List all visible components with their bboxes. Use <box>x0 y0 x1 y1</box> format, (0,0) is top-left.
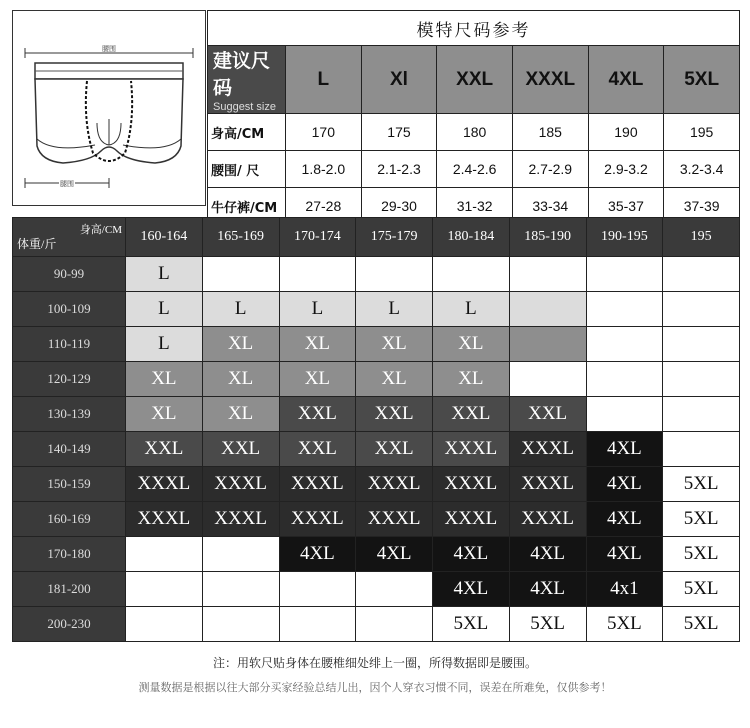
size-cell <box>202 257 279 292</box>
height-header: 165-169 <box>202 218 279 257</box>
table-cell: 185 <box>512 114 588 151</box>
height-axis-label: 身高/CM <box>79 224 122 236</box>
size-cell: 4XL <box>433 572 510 607</box>
underwear-diagram <box>12 10 206 206</box>
size-cell: XXXL <box>279 502 356 537</box>
size-cell: 4XL <box>586 432 663 467</box>
size-cell: XXXL <box>356 502 433 537</box>
size-cell <box>586 257 663 292</box>
size-cell <box>202 537 279 572</box>
size-cell: XXL <box>433 397 510 432</box>
size-cell: L <box>356 292 433 327</box>
height-header: 170-174 <box>279 218 356 257</box>
height-header: 185-190 <box>509 218 586 257</box>
size-cell <box>356 572 433 607</box>
size-cell: XL <box>202 327 279 362</box>
table-cell: 33-34 <box>512 188 588 225</box>
table-cell: 3.2-3.4 <box>664 151 740 188</box>
size-cell <box>279 257 356 292</box>
size-cell: XL <box>356 362 433 397</box>
size-cell <box>279 607 356 642</box>
size-cell <box>126 537 203 572</box>
size-cell: 4XL <box>586 467 663 502</box>
weight-label: 130-139 <box>13 397 126 432</box>
size-cell: XXXL <box>126 502 203 537</box>
size-cell: XXL <box>356 397 433 432</box>
size-cell <box>356 257 433 292</box>
size-cell: L <box>279 292 356 327</box>
grid-row <box>13 362 740 397</box>
size-cell <box>433 257 510 292</box>
size-header: XXXL <box>512 46 588 114</box>
size-cell: 4XL <box>586 502 663 537</box>
size-cell: XL <box>279 362 356 397</box>
grid-row <box>13 397 740 432</box>
size-cell <box>356 607 433 642</box>
waist-row-label: 腰围/ 尺 <box>208 151 286 188</box>
size-cell <box>279 572 356 607</box>
size-cell: XL <box>356 327 433 362</box>
size-cell: 5XL <box>509 607 586 642</box>
size-cell <box>509 327 586 362</box>
size-cell: XXXL <box>433 467 510 502</box>
size-cell: XXL <box>279 397 356 432</box>
grid-body <box>13 257 740 642</box>
size-cell: 5XL <box>663 467 740 502</box>
size-cell: 4XL <box>509 572 586 607</box>
size-cell <box>509 362 586 397</box>
size-cell <box>586 327 663 362</box>
grid-corner <box>13 218 126 257</box>
table-cell: 190 <box>588 114 664 151</box>
size-cell <box>663 432 740 467</box>
grid-row <box>13 467 740 502</box>
size-cell: 4x1 <box>586 572 663 607</box>
height-row-label: 身高/CM <box>208 114 286 151</box>
size-cell: XXXL <box>509 467 586 502</box>
disclaimer-note: 测量数据是根据以往大部分买家经验总结儿出，因个人穿衣习惯不同，误差在所难免，仅供参考！ <box>138 681 612 694</box>
size-header: XXL <box>437 46 513 114</box>
size-cell: XXXL <box>126 467 203 502</box>
size-cell: 4XL <box>279 537 356 572</box>
size-cell: 4XL <box>356 537 433 572</box>
size-cell: 4XL <box>433 537 510 572</box>
size-cell: XL <box>126 397 203 432</box>
size-cell: XXL <box>356 432 433 467</box>
size-cell: 5XL <box>663 537 740 572</box>
weight-label: 200-230 <box>13 607 126 642</box>
height-header: 195 <box>663 218 740 257</box>
table-cell: 2.1-2.3 <box>361 151 437 188</box>
size-cell: XL <box>433 362 510 397</box>
size-cell <box>663 362 740 397</box>
height-header: 180-184 <box>433 218 510 257</box>
table-cell: 29-30 <box>361 188 437 225</box>
size-cell: L <box>126 257 203 292</box>
size-cell <box>202 572 279 607</box>
size-cell: XXXL <box>433 502 510 537</box>
size-cell <box>202 607 279 642</box>
table-cell: 35-37 <box>588 188 664 225</box>
waist-label: 腰围 <box>102 45 116 53</box>
height-weight-size-grid <box>12 217 740 642</box>
size-cell: XXL <box>509 397 586 432</box>
size-cell: L <box>126 292 203 327</box>
size-cell <box>586 292 663 327</box>
size-cell: 5XL <box>663 502 740 537</box>
weight-label: 170-180 <box>13 537 126 572</box>
size-cell <box>663 257 740 292</box>
grid-row <box>13 292 740 327</box>
table-cell: 37-39 <box>664 188 740 225</box>
weight-label: 181-200 <box>13 572 126 607</box>
table-title: 模特尺码参考 <box>208 11 740 46</box>
weight-label: 120-129 <box>13 362 126 397</box>
size-header: 4XL <box>588 46 664 114</box>
size-cell: XXXL <box>356 467 433 502</box>
size-cell: XL <box>279 327 356 362</box>
weight-label: 150-159 <box>13 467 126 502</box>
size-cell <box>509 292 586 327</box>
size-cell: XXXL <box>202 502 279 537</box>
weight-label: 140-149 <box>13 432 126 467</box>
size-cell: XL <box>433 327 510 362</box>
size-cell <box>126 572 203 607</box>
grid-row <box>13 432 740 467</box>
suggest-size-header <box>208 46 286 114</box>
table-cell: 175 <box>361 114 437 151</box>
size-cell: L <box>202 292 279 327</box>
grid-row <box>13 327 740 362</box>
weight-label: 100-109 <box>13 292 126 327</box>
size-cell: XXL <box>126 432 203 467</box>
table-cell: 2.9-3.2 <box>588 151 664 188</box>
size-cell: L <box>433 292 510 327</box>
size-cell: XL <box>202 397 279 432</box>
grid-row <box>13 257 740 292</box>
size-cell: 5XL <box>586 607 663 642</box>
height-header: 190-195 <box>586 218 663 257</box>
size-cell: L <box>126 327 203 362</box>
grid-row <box>13 502 740 537</box>
size-cell: XL <box>126 362 203 397</box>
weight-label: 110-119 <box>13 327 126 362</box>
size-header: 5XL <box>664 46 740 114</box>
suggest-size-sub: Suggest size <box>213 101 276 113</box>
size-cell: XXXL <box>433 432 510 467</box>
weight-axis-label: 体重/斤 <box>17 237 57 251</box>
measurement-note: 注：用软尺贴身体在腰椎细处绯上一圈，所得数据即是腰围。 <box>212 656 537 670</box>
suggest-size-label: 建议尺码 <box>213 51 271 99</box>
size-cell: 4XL <box>509 537 586 572</box>
size-cell <box>126 607 203 642</box>
size-cell: XXL <box>202 432 279 467</box>
table-cell: 2.7-2.9 <box>512 151 588 188</box>
size-cell: 4XL <box>586 537 663 572</box>
weight-label: 160-169 <box>13 502 126 537</box>
size-cell <box>586 397 663 432</box>
table-cell: 27-28 <box>286 188 362 225</box>
size-cell <box>663 397 740 432</box>
size-cell: 5XL <box>663 572 740 607</box>
size-cell: XXXL <box>279 467 356 502</box>
height-header: 160-164 <box>126 218 203 257</box>
jeans-row-label: 牛仔裤/CM <box>208 188 286 225</box>
table-cell: 31-32 <box>437 188 513 225</box>
size-header: Xl <box>361 46 437 114</box>
size-cell: XXXL <box>509 432 586 467</box>
size-cell <box>663 327 740 362</box>
table-cell: 170 <box>286 114 362 151</box>
size-cell <box>586 362 663 397</box>
table-cell: 195 <box>664 114 740 151</box>
table-cell: 180 <box>437 114 513 151</box>
size-cell: 5XL <box>433 607 510 642</box>
size-cell: XXL <box>279 432 356 467</box>
grid-row <box>13 537 740 572</box>
size-cell: XXXL <box>509 502 586 537</box>
underwear-outline-icon <box>13 11 205 205</box>
height-header: 175-179 <box>356 218 433 257</box>
model-size-reference-table <box>207 10 740 225</box>
size-cell <box>663 292 740 327</box>
size-cell: XL <box>202 362 279 397</box>
table-cell: 1.8-2.0 <box>286 151 362 188</box>
table-cell: 2.4-2.6 <box>437 151 513 188</box>
hip-label: 腿围 <box>60 180 74 188</box>
grid-row <box>13 607 740 642</box>
size-cell: 5XL <box>663 607 740 642</box>
size-cell: XXXL <box>202 467 279 502</box>
size-cell <box>509 257 586 292</box>
size-header: L <box>286 46 362 114</box>
grid-row <box>13 572 740 607</box>
weight-label: 90-99 <box>13 257 126 292</box>
